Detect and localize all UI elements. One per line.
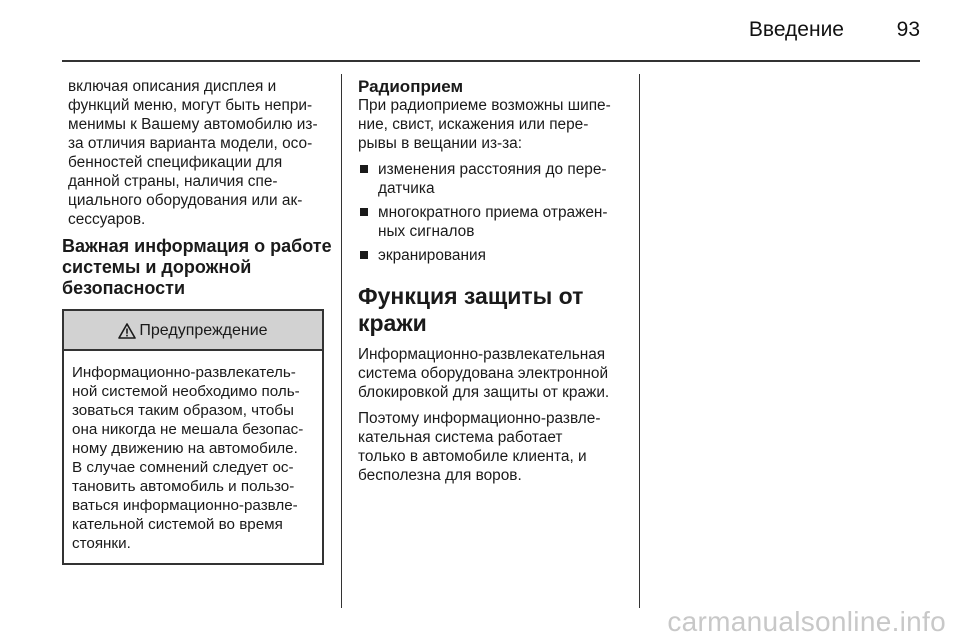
- warning-box: [62, 309, 324, 565]
- heading-line: Важная информация о работе: [62, 236, 332, 256]
- warning-body: [64, 351, 322, 563]
- warning-triangle-icon: [118, 323, 136, 339]
- radio-paragraph: [358, 96, 630, 153]
- text-line: рывы в вещании из-за:: [358, 135, 523, 152]
- text-line: ваться информационно-развле-: [72, 497, 298, 514]
- text-line: ных сигналов: [378, 223, 475, 240]
- theft-heading: [358, 283, 630, 337]
- text-line: кательной системой во время: [72, 516, 283, 533]
- text-line: ние, свист, искажения или пере-: [358, 116, 589, 133]
- text-line: изменения расстояния до пере-: [378, 161, 607, 178]
- text-line: система оборудована электронной: [358, 365, 609, 382]
- radio-heading: Радиоприем: [358, 77, 464, 96]
- list-item: [358, 203, 630, 241]
- section-title: Введение: [748, 18, 844, 41]
- text-line: Информационно-развлекатель-: [72, 364, 296, 381]
- text-line: стоянки.: [72, 535, 131, 552]
- safety-heading: [62, 236, 330, 299]
- header-rule: [62, 60, 920, 62]
- heading-line: безопасности: [62, 278, 186, 298]
- text-line: бесполезна для воров.: [358, 467, 522, 484]
- text-line: экранирования: [378, 247, 486, 264]
- text-line: менимы к Вашему автомобилю из-: [68, 116, 318, 133]
- text-line: В случае сомнений следует ос-: [72, 459, 294, 476]
- text-line: циального оборудования или ак-: [68, 192, 303, 209]
- text-line: датчика: [378, 180, 435, 197]
- warning-header: [64, 311, 322, 351]
- heading-line: кражи: [358, 310, 427, 336]
- theft-paragraph-2: [358, 409, 630, 485]
- page-number: 93: [896, 18, 920, 41]
- text-line: сессуаров.: [68, 211, 146, 228]
- text-line: Информационно-развлекательная: [358, 346, 606, 363]
- text-line: функций меню, могут быть непри-: [68, 97, 313, 114]
- theft-paragraph-1: [358, 345, 630, 402]
- text-line: тановить автомобиль и пользо-: [72, 478, 295, 495]
- text-line: ному движению на автомобиле.: [72, 440, 298, 457]
- text-line: кательная система работает: [358, 429, 563, 446]
- text-line: зоваться таким образом, чтобы: [72, 402, 294, 419]
- bullet-square-icon: [360, 165, 368, 173]
- watermark: carmanualsonline.info: [667, 606, 946, 637]
- left-column: [62, 77, 332, 565]
- text-line: ной системой необходимо поль-: [72, 383, 300, 400]
- text-line: за отличия варианта модели, осо-: [68, 135, 313, 152]
- text-line: она никогда не мешала безопас-: [72, 421, 304, 438]
- text-line: многократного приема отражен-: [378, 204, 608, 221]
- text-line: бенностей спецификации для: [68, 154, 283, 171]
- text-line: При радиоприеме возможны шипе-: [358, 97, 611, 114]
- text-line: данной страны, наличия спе-: [68, 173, 278, 190]
- column-divider-left: [341, 74, 342, 608]
- column-divider-right: [639, 74, 640, 608]
- bullet-square-icon: [360, 251, 368, 259]
- text-line: включая описания дисплея и: [68, 78, 277, 95]
- intro-paragraph: [68, 77, 330, 229]
- warning-title: Предупреждение: [139, 321, 268, 339]
- heading-line: системы и дорожной: [62, 257, 252, 277]
- list-item: [358, 160, 630, 198]
- middle-column: [358, 77, 630, 492]
- text-line: Поэтому информационно-развле-: [358, 410, 601, 427]
- list-item: [358, 246, 630, 265]
- heading-line: Функция защиты от: [358, 283, 584, 309]
- text-line: блокировкой для защиты от кражи.: [358, 384, 610, 401]
- interference-list: [358, 160, 630, 265]
- bullet-square-icon: [360, 208, 368, 216]
- text-line: только в автомобиле клиента, и: [358, 448, 587, 465]
